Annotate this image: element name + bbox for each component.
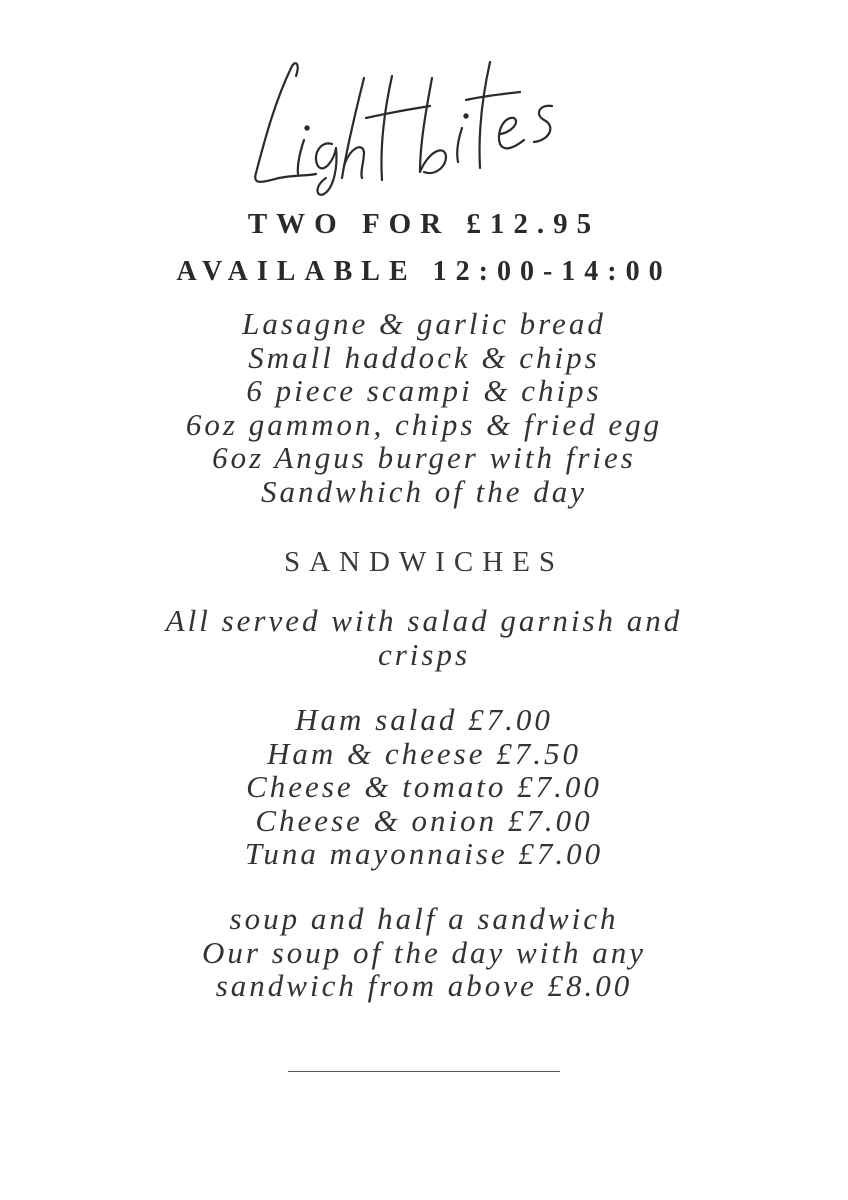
list-item: Tuna mayonnaise £7.00: [244, 836, 604, 871]
list-item: Sandwhich of the day: [260, 473, 588, 509]
list-item: Cheese & tomato £7.00: [246, 769, 602, 804]
list-item: Ham & cheese £7.50: [267, 735, 581, 771]
soup-description-line: sandwich from above £8.00: [215, 968, 633, 1003]
two-for-deal-list: [0, 307, 848, 508]
sandwiches-note: All served with salad garnish and crisps: [165, 603, 683, 672]
list-item: 6oz gammon, chips & fried egg: [185, 406, 663, 442]
list-item: Ham salad £7.00: [295, 702, 553, 737]
footer-divider: [288, 1071, 560, 1072]
soup-heading: soup and half a sandwich: [229, 901, 619, 936]
light-bites-script-title: [234, 48, 614, 198]
list-item: 6oz Angus burger with fries: [212, 440, 636, 475]
list-item: Small haddock & chips: [248, 339, 600, 375]
menu-title: [0, 48, 848, 198]
list-item: Cheese & onion £7.00: [255, 802, 593, 838]
offer-price: TWO FOR £12.95: [247, 208, 601, 240]
list-item: 6 piece scampi & chips: [246, 373, 602, 408]
list-item: Lasagne & garlic bread: [242, 306, 606, 341]
soup-description-line: Our soup of the day with any: [202, 934, 646, 970]
sandwich-list: [0, 703, 848, 871]
soup-section: [0, 902, 848, 1003]
availability-hours: AVAILABLE 12:00-14:00: [176, 256, 672, 287]
sandwiches-heading: SANDWICHES: [283, 546, 565, 578]
